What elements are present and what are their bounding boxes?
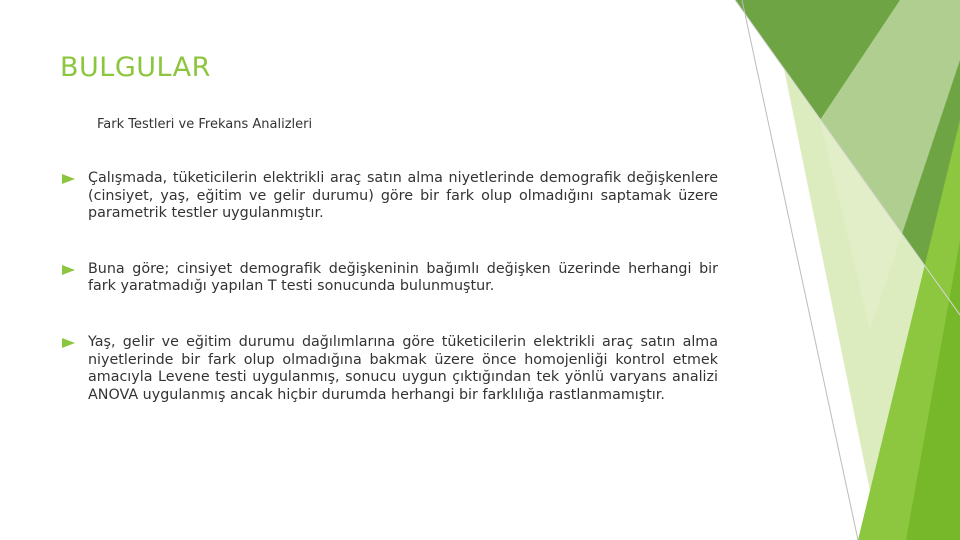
bullet-item [62,334,718,404]
bullet-list [62,170,718,404]
arrow-triangle-icon [62,338,75,348]
slide-subtitle: Fark Testleri ve Frekans Analizleri [97,117,313,132]
bullet-item [62,261,718,296]
arrow-triangle-icon [62,265,75,275]
bullet-text: Buna göre; cinsiyet demografik değişkeninin bağımlı değişken üzerinde herhangi bir fark yaratmadığı yapılan T testi sonucunda bulunmuştur. [88,260,718,295]
bullet-text: Yaş, gelir ve eğitim durumu dağılımlarına göre tüketicilerin elektrikli araç satın alma niyetlerinde bir fark olup olmadığına bakmak üzere önce homojenliği kontrol etmek amacıyla Levene testi uygulanmış, sonucu uygun çıktığından tek yönlü varyans analizi ANOVA uygulanmış ancak hiçbir durumda herhangi bir farklılığa rastlanmamıştır. [88,333,718,403]
bullet-text: Çalışmada, tüketicilerin elektrikli araç satın alma niyetlerinde demografik değişkenlere (cinsiyet, yaş, eğitim ve gelir durumu) göre bir fark olup olmadığını saptamak üzere parametrik testler uygulanmıştır. [88,170,718,222]
slide-title: BULGULAR [60,52,211,83]
arrow-triangle-icon [62,174,75,184]
bullet-item [62,170,718,223]
